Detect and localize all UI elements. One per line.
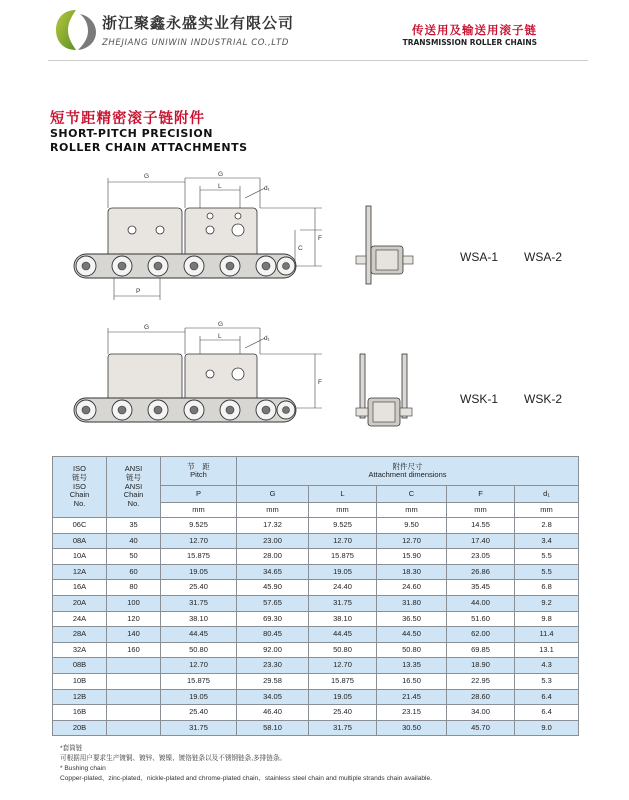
wsk-dim-l-label: L [218,333,222,340]
unit-cell: mm [515,502,579,517]
dim-f-label: F [318,235,322,242]
wsk-dim-g-label: G [144,324,150,331]
unit-cell: mm [309,502,377,517]
section-title-en-line2: ROLLER CHAIN ATTACHMENTS [50,141,248,154]
category-title-cn: 传送用及输送用滚子链 [412,23,537,37]
page-header [0,0,629,62]
wsa-chain-drawing [60,168,340,308]
section-title-en-line1: SHORT-PITCH PRECISION [50,127,213,140]
wsk-dim-g2-label: G [218,321,224,328]
dim-g-label: G [144,173,150,180]
dim-c-label: C [298,245,303,252]
model-wsa-1: WSA-1 [460,250,499,264]
note-line-2: 可根据用户要求生产镀铜、镀锌、镀镍、镀铬链条以及不锈钢链条,多排链条。 [60,755,287,762]
table-row: 28A 140 44.45 80.45 44.45 44.50 62.00 11.4 [53,627,579,643]
ansi-chain-header: ANSI 链号 ANSI Chain No. [107,457,161,518]
attachment-dimensions-table [52,456,579,736]
table-row: 12B 19.05 34.05 19.05 21.45 28.60 6.4 [53,689,579,705]
unit-cell: mm [447,502,515,517]
table-row: 12A 60 19.05 34.65 19.05 18.30 26.86 5.5 [53,564,579,580]
col-header-c: C [377,486,447,502]
wsk-side-view [350,350,420,440]
wsa-side-view [350,200,420,290]
table-row: 06C 35 9.525 17.32 9.525 9.50 14.55 2.8 [53,518,579,534]
section-title-cn: 短节距精密滚子链附件 [50,111,205,127]
col-header-g: G [237,486,309,502]
table-body [53,518,579,736]
table-row: 16A 80 25.40 45.90 24.40 24.60 35.45 6.8 [53,580,579,596]
col-header-d1: d₁ [515,486,579,502]
table-row: 24A 120 38.10 69.30 38.10 36.50 51.60 9.8 [53,611,579,627]
wsk-dim-d1-label: d₁ [264,335,270,342]
col-header-f: F [447,486,515,502]
model-wsk-2: WSK-2 [524,392,563,406]
unit-cell: mm [161,502,237,517]
table-row: 20A 100 31.75 57.65 31.75 31.80 44.00 9.2 [53,595,579,611]
dim-p-label: P [136,288,141,295]
company-name-cn: 浙江聚鑫永盛实业有限公司 [102,14,295,32]
dim-g2-label: G [218,171,224,178]
note-line-3: * Bushing chain [60,765,106,772]
table-row: 20B 31.75 58.10 31.75 30.50 45.70 9.0 [53,720,579,736]
wsk-chain-drawing [60,322,340,437]
table-row: 10A 50 15.875 28.00 15.875 15.90 23.05 5.5 [53,549,579,565]
footnotes [60,744,432,784]
table-row: 08A 40 12.70 23.00 12.70 12.70 17.40 3.4 [53,533,579,549]
category-title-en: TRANSMISSION ROLLER CHAINS [402,38,537,47]
table-row: 08B 12.70 23.30 12.70 13.35 18.90 4.3 [53,658,579,674]
company-name-en: ZHEJIANG UNIWIN INDUSTRIAL CO.,LTD [102,38,289,48]
iso-chain-header: ISO 链号 ISO Chain No. [53,457,107,518]
unit-cell: mm [377,502,447,517]
table-row: 10B 15.875 29.58 15.875 16.50 22.95 5.3 [53,673,579,689]
wsk-dim-f-label: F [318,379,322,386]
dim-l-label: L [218,183,222,190]
note-line-1: *套筒链 [60,745,83,752]
model-wsk-1: WSK-1 [460,392,499,406]
pitch-header: 节 距 Pitch [161,457,237,486]
dim-d1-label: d₁ [264,185,270,192]
col-header-l: L [309,486,377,502]
company-logo-icon [52,6,100,54]
attachment-dims-header: 附件尺寸 Attachment dimensions [237,457,579,486]
model-wsa-2: WSA-2 [524,250,563,264]
table-row: 16B 25.40 46.40 25.40 23.15 34.00 6.4 [53,705,579,721]
unit-cell: mm [237,502,309,517]
col-header-p: P [161,486,237,502]
note-line-4: Copper-plated、zinc-plated、nickle-plated and chrome-plated chain、stainless steel chain and multiple strands chain available. [60,775,433,782]
table-row: 32A 160 50.80 92.00 50.80 50.80 69.85 13.1 [53,642,579,658]
header-divider [48,60,588,61]
